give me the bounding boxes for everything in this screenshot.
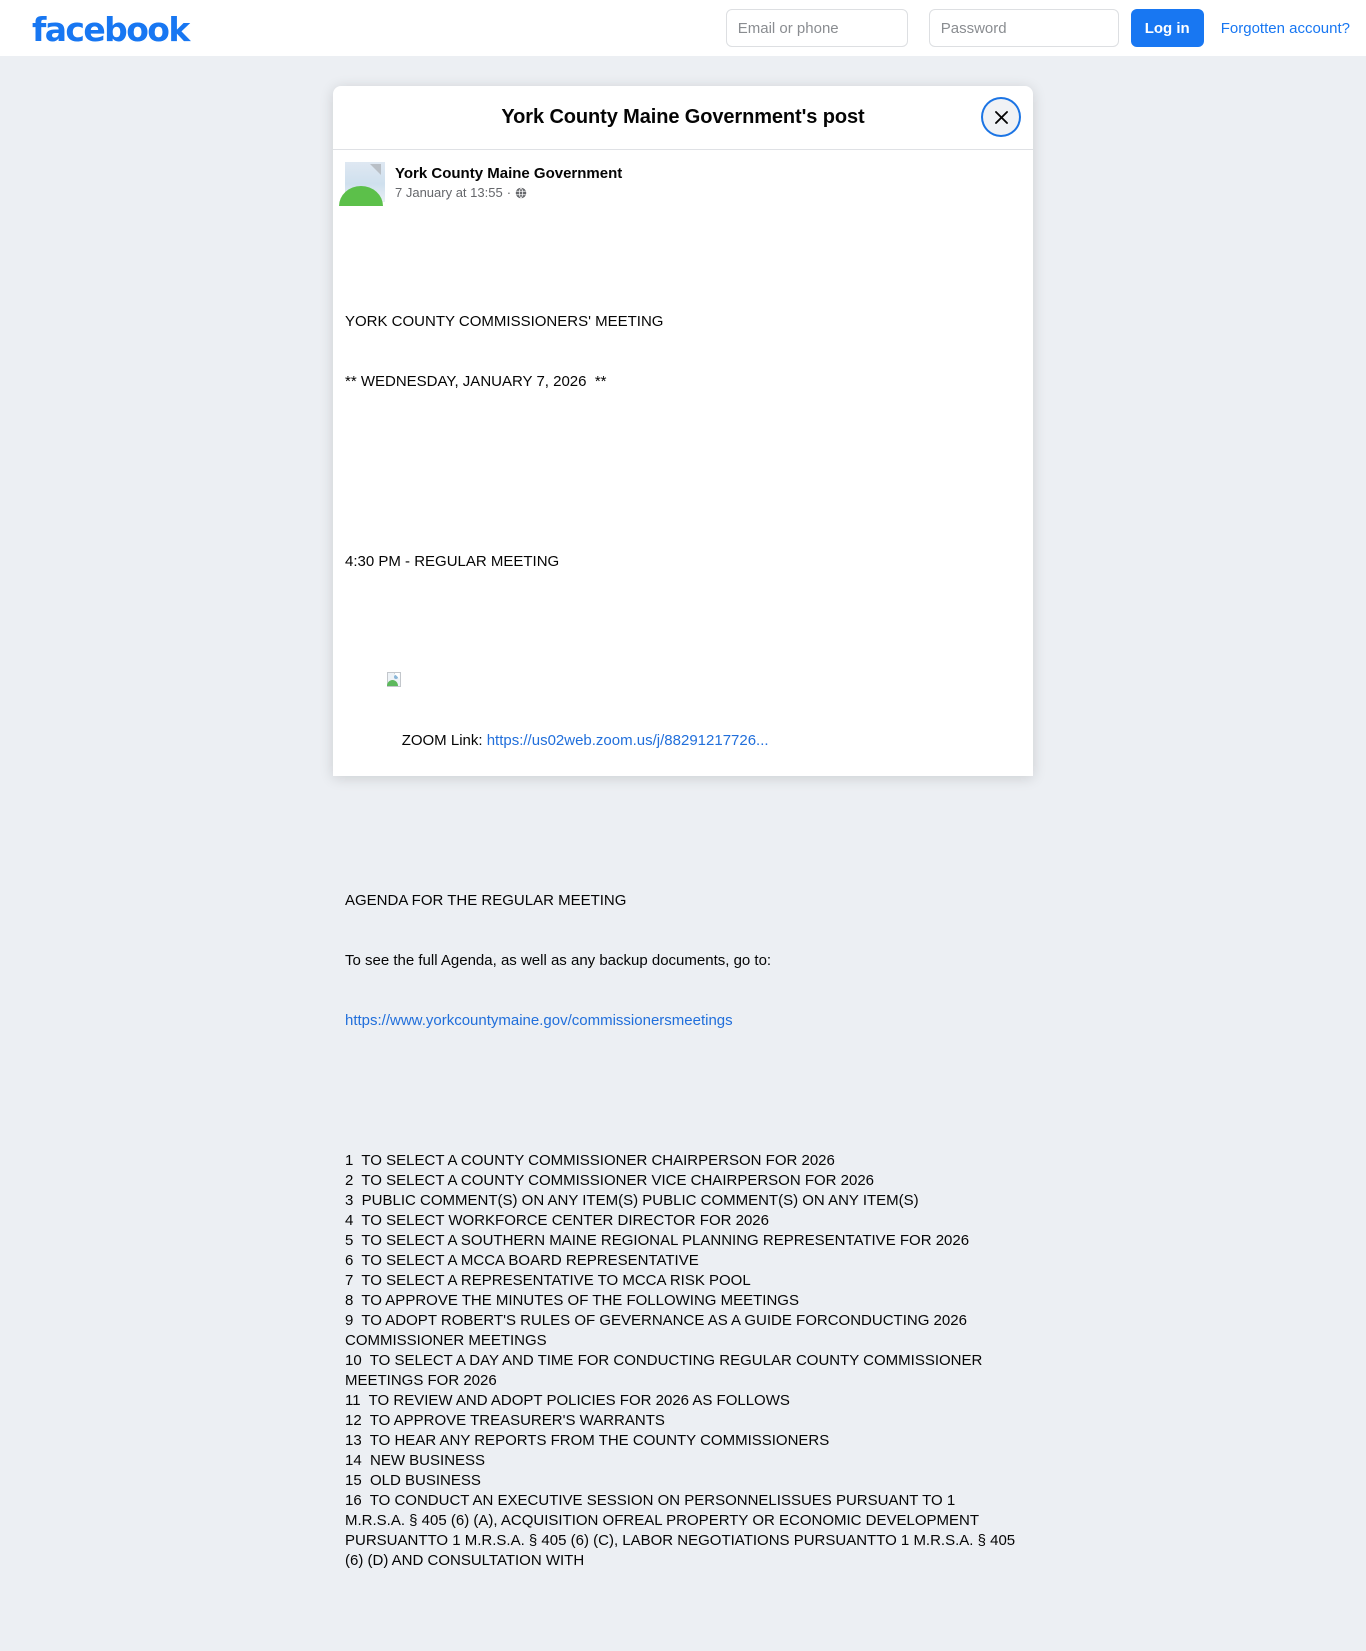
login-form xyxy=(726,9,1350,47)
post-author-meta xyxy=(395,162,622,202)
agenda-item: 7 TO SELECT A REPRESENTATIVE TO MCCA RISK POOL xyxy=(345,1272,751,1289)
post-content xyxy=(333,150,1033,1651)
timestamp-separator: · xyxy=(506,185,512,200)
zoom-link-label: ZOOM Link: xyxy=(401,732,487,749)
agenda-item: 13 TO HEAR ANY REPORTS FROM THE COUNTY COMMISSIONERS xyxy=(345,1432,830,1449)
dialog-header xyxy=(333,86,1033,150)
globe-icon xyxy=(515,187,527,199)
close-icon xyxy=(993,109,1010,126)
close-dialog-button[interactable] xyxy=(983,99,1019,135)
agenda-item: 16 TO CONDUCT AN EXECUTIVE SESSION ON PERSONNELISSUES PURSUANT TO 1 M.R.S.A. § 405 (6) (A), ACQUISITION OFREAL PROPERTY OR ECONOMIC DEVELOPMENT PURSUANTTO 1 M.R.S.A. § 405 (6) (C), LABOR NEGOTIATIONS PURSUANTTO 1 M.R.S.A. § 405 (6) (D) AND CONSULTATION WITH xyxy=(345,1492,1020,1569)
agenda-item: 6 TO SELECT A MCCA BOARD REPRESENTATIVE xyxy=(345,1252,699,1269)
facebook-logo[interactable]: facebook xyxy=(32,10,189,49)
facebook-top-bar xyxy=(0,0,1366,56)
avatar[interactable] xyxy=(345,162,385,202)
agenda-item: 2 TO SELECT A COUNTY COMMISSIONER VICE CHAIRPERSON FOR 2026 xyxy=(345,1172,875,1189)
broken-image-icon xyxy=(387,672,401,687)
post-heading-line-1: YORK COUNTY COMMISSIONERS' MEETING xyxy=(345,313,664,330)
agenda-item: 11 TO REVIEW AND ADOPT POLICIES FOR 2026 AS FOLLOWS xyxy=(345,1392,790,1409)
agenda-item: 15 OLD BUSINESS xyxy=(345,1472,481,1489)
dialog-title: York County Maine Government's post xyxy=(501,106,865,128)
meeting-time-line: 4:30 PM - REGULAR MEETING xyxy=(345,553,560,570)
agenda-item: 8 TO APPROVE THE MINUTES OF THE FOLLOWING MEETINGS xyxy=(345,1292,799,1309)
post-author-row xyxy=(345,162,1019,212)
agenda-heading: AGENDA FOR THE REGULAR MEETING xyxy=(345,892,627,909)
agenda-item: 9 TO ADOPT ROBERT'S RULES OF GEVERNANCE AS A GUIDE FORCONDUCTING 2026 COMMISSIONER MEETINGS xyxy=(345,1312,972,1349)
post-timestamp: 7 January at 13:55 xyxy=(395,185,503,200)
log-in-button[interactable]: Log in xyxy=(1131,9,1204,47)
post-timestamp-row[interactable] xyxy=(395,184,622,202)
agenda-item: 4 TO SELECT WORKFORCE CENTER DIRECTOR FOR 2026 xyxy=(345,1212,769,1229)
agenda-item: 5 TO SELECT A SOUTHERN MAINE REGIONAL PLANNING REPRESENTATIVE FOR 2026 xyxy=(345,1232,970,1249)
post-heading-block xyxy=(345,272,1019,432)
zoom-meeting-link[interactable]: https://us02web.zoom.us/j/88291217726... xyxy=(486,732,769,749)
agenda-item-list xyxy=(345,1151,1019,1571)
zoom-link-line xyxy=(345,652,1019,771)
agenda-documents-link[interactable]: https://www.yorkcountymaine.gov/commissionersmeetings xyxy=(345,1012,733,1029)
agenda-note: To see the full Agenda, as well as any backup documents, go to: xyxy=(345,952,772,969)
forgotten-account-link[interactable]: Forgotten account? xyxy=(1220,19,1350,37)
post-dialog xyxy=(333,86,1033,1569)
agenda-info-block xyxy=(345,851,1019,1071)
dialog-scroll-area[interactable] xyxy=(333,150,1033,1569)
agenda-item: 3 PUBLIC COMMENT(S) ON ANY ITEM(S) PUBLIC COMMENT(S) ON ANY ITEM(S) xyxy=(345,1192,919,1209)
agenda-item: 12 TO APPROVE TREASURER'S WARRANTS xyxy=(345,1412,665,1429)
post-heading-line-2: ** WEDNESDAY, JANUARY 7, 2026 ** xyxy=(345,373,607,390)
post-body xyxy=(345,212,1019,1631)
agenda-item: 1 TO SELECT A COUNTY COMMISSIONER CHAIRPERSON FOR 2026 xyxy=(345,1152,835,1169)
post-author-name[interactable]: York County Maine Government xyxy=(395,165,623,182)
password-input[interactable] xyxy=(929,9,1119,47)
agenda-item: 14 NEW BUSINESS xyxy=(345,1452,486,1469)
agenda-item: 10 TO SELECT A DAY AND TIME FOR CONDUCTING REGULAR COUNTY COMMISSIONER MEETINGS FOR 2026 xyxy=(345,1352,987,1389)
email-or-phone-input[interactable] xyxy=(726,9,908,47)
